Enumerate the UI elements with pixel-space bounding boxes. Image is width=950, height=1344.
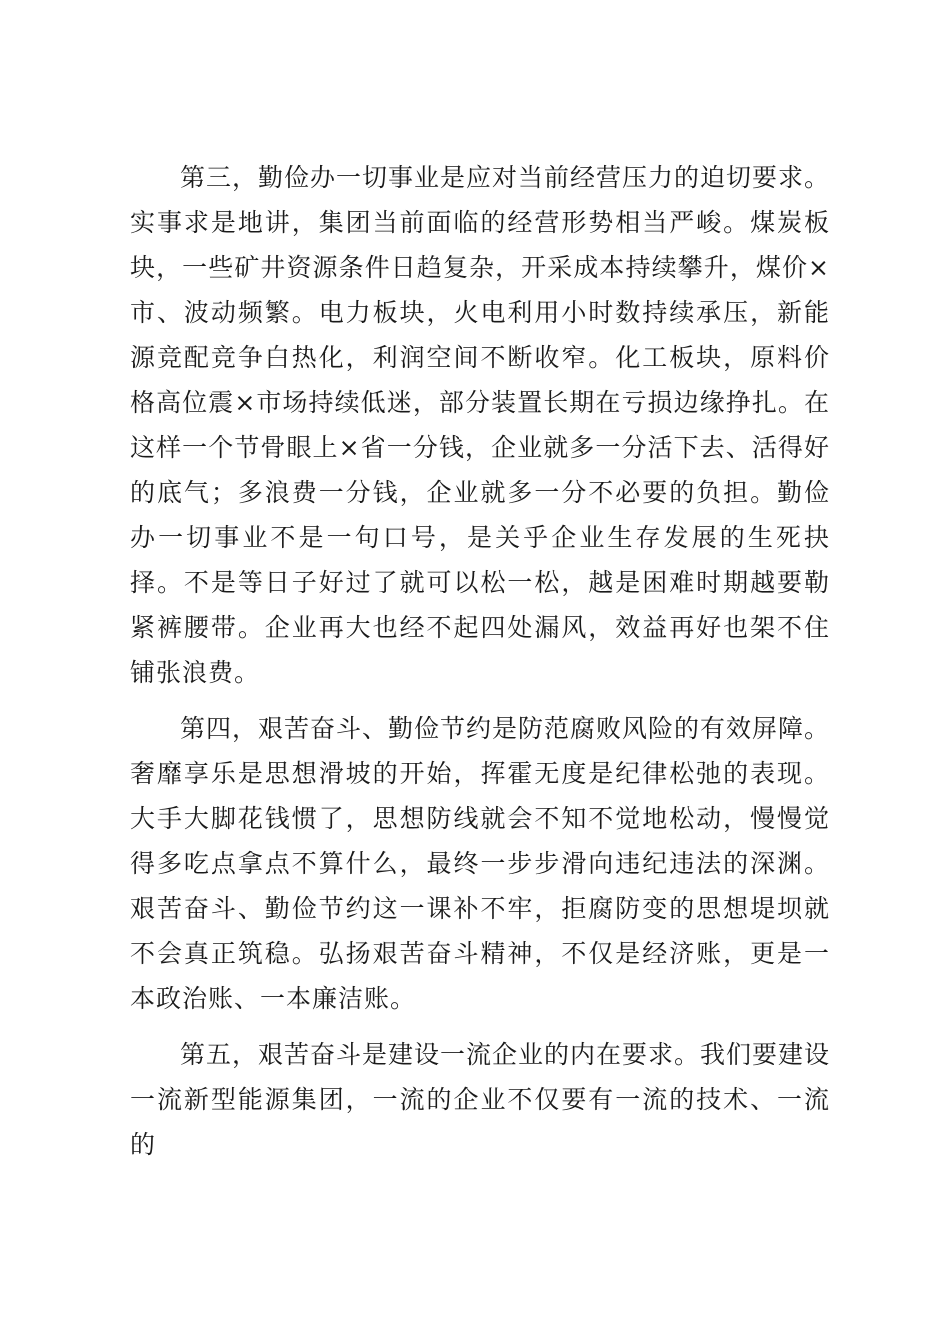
paragraph-fourth-point: 第四，艰苦奋斗、勤俭节约是防范腐败风险的有效屏障。奢靡享乐是思想滑坡的开始，挥霍无度是纪律松弛的表现。大手大脚花钱惯了，思想防线就会不知不觉地松动，慢慢觉得多吃点拿点不算什么，最终一步步滑向违纪违法的深渊。艰苦奋斗、勤俭节约这一课补不牢，拒腐防变的思想堤坝就不会真正筑稳。弘扬艰苦奋斗精神，不仅是经济账，更是一本政治账、一本廉洁账。	[130, 714, 831, 1013]
paragraph-third-point: 第三，勤俭办一切事业是应对当前经营压力的迫切要求。实事求是地讲，集团当前面临的经营形势相当严峻。煤炭板块，一些矿井资源条件日趋复杂，开采成本持续攀升，煤价×市、波动频繁。电力板块，火电利用小时数持续承压，新能源竞配竞争白热化，利润空间不断收窄。化工板块，原料价格高位震×市场持续低迷，部分装置长期在亏损边缘挣扎。在这样一个节骨眼上×省一分钱，企业就多一分活下去、活得好的底气；多浪费一分钱，企业就多一分不必要的负担。勤俭办一切事业不是一句口号，是关乎企业生存发展的生死抉择。不是等日子好过了就可以松一松，越是困难时期越要勒紧裤腰带。企业再大也经不起四处漏风，效益再好也架不住铺张浪费。	[130, 163, 831, 687]
paragraph-fifth-point: 第五，艰苦奋斗是建设一流企业的内在要求。我们要建设一流新型能源集团，一流的企业不仅要有一流的技术、一流的	[130, 1040, 831, 1159]
document-body	[130, 155, 830, 1178]
